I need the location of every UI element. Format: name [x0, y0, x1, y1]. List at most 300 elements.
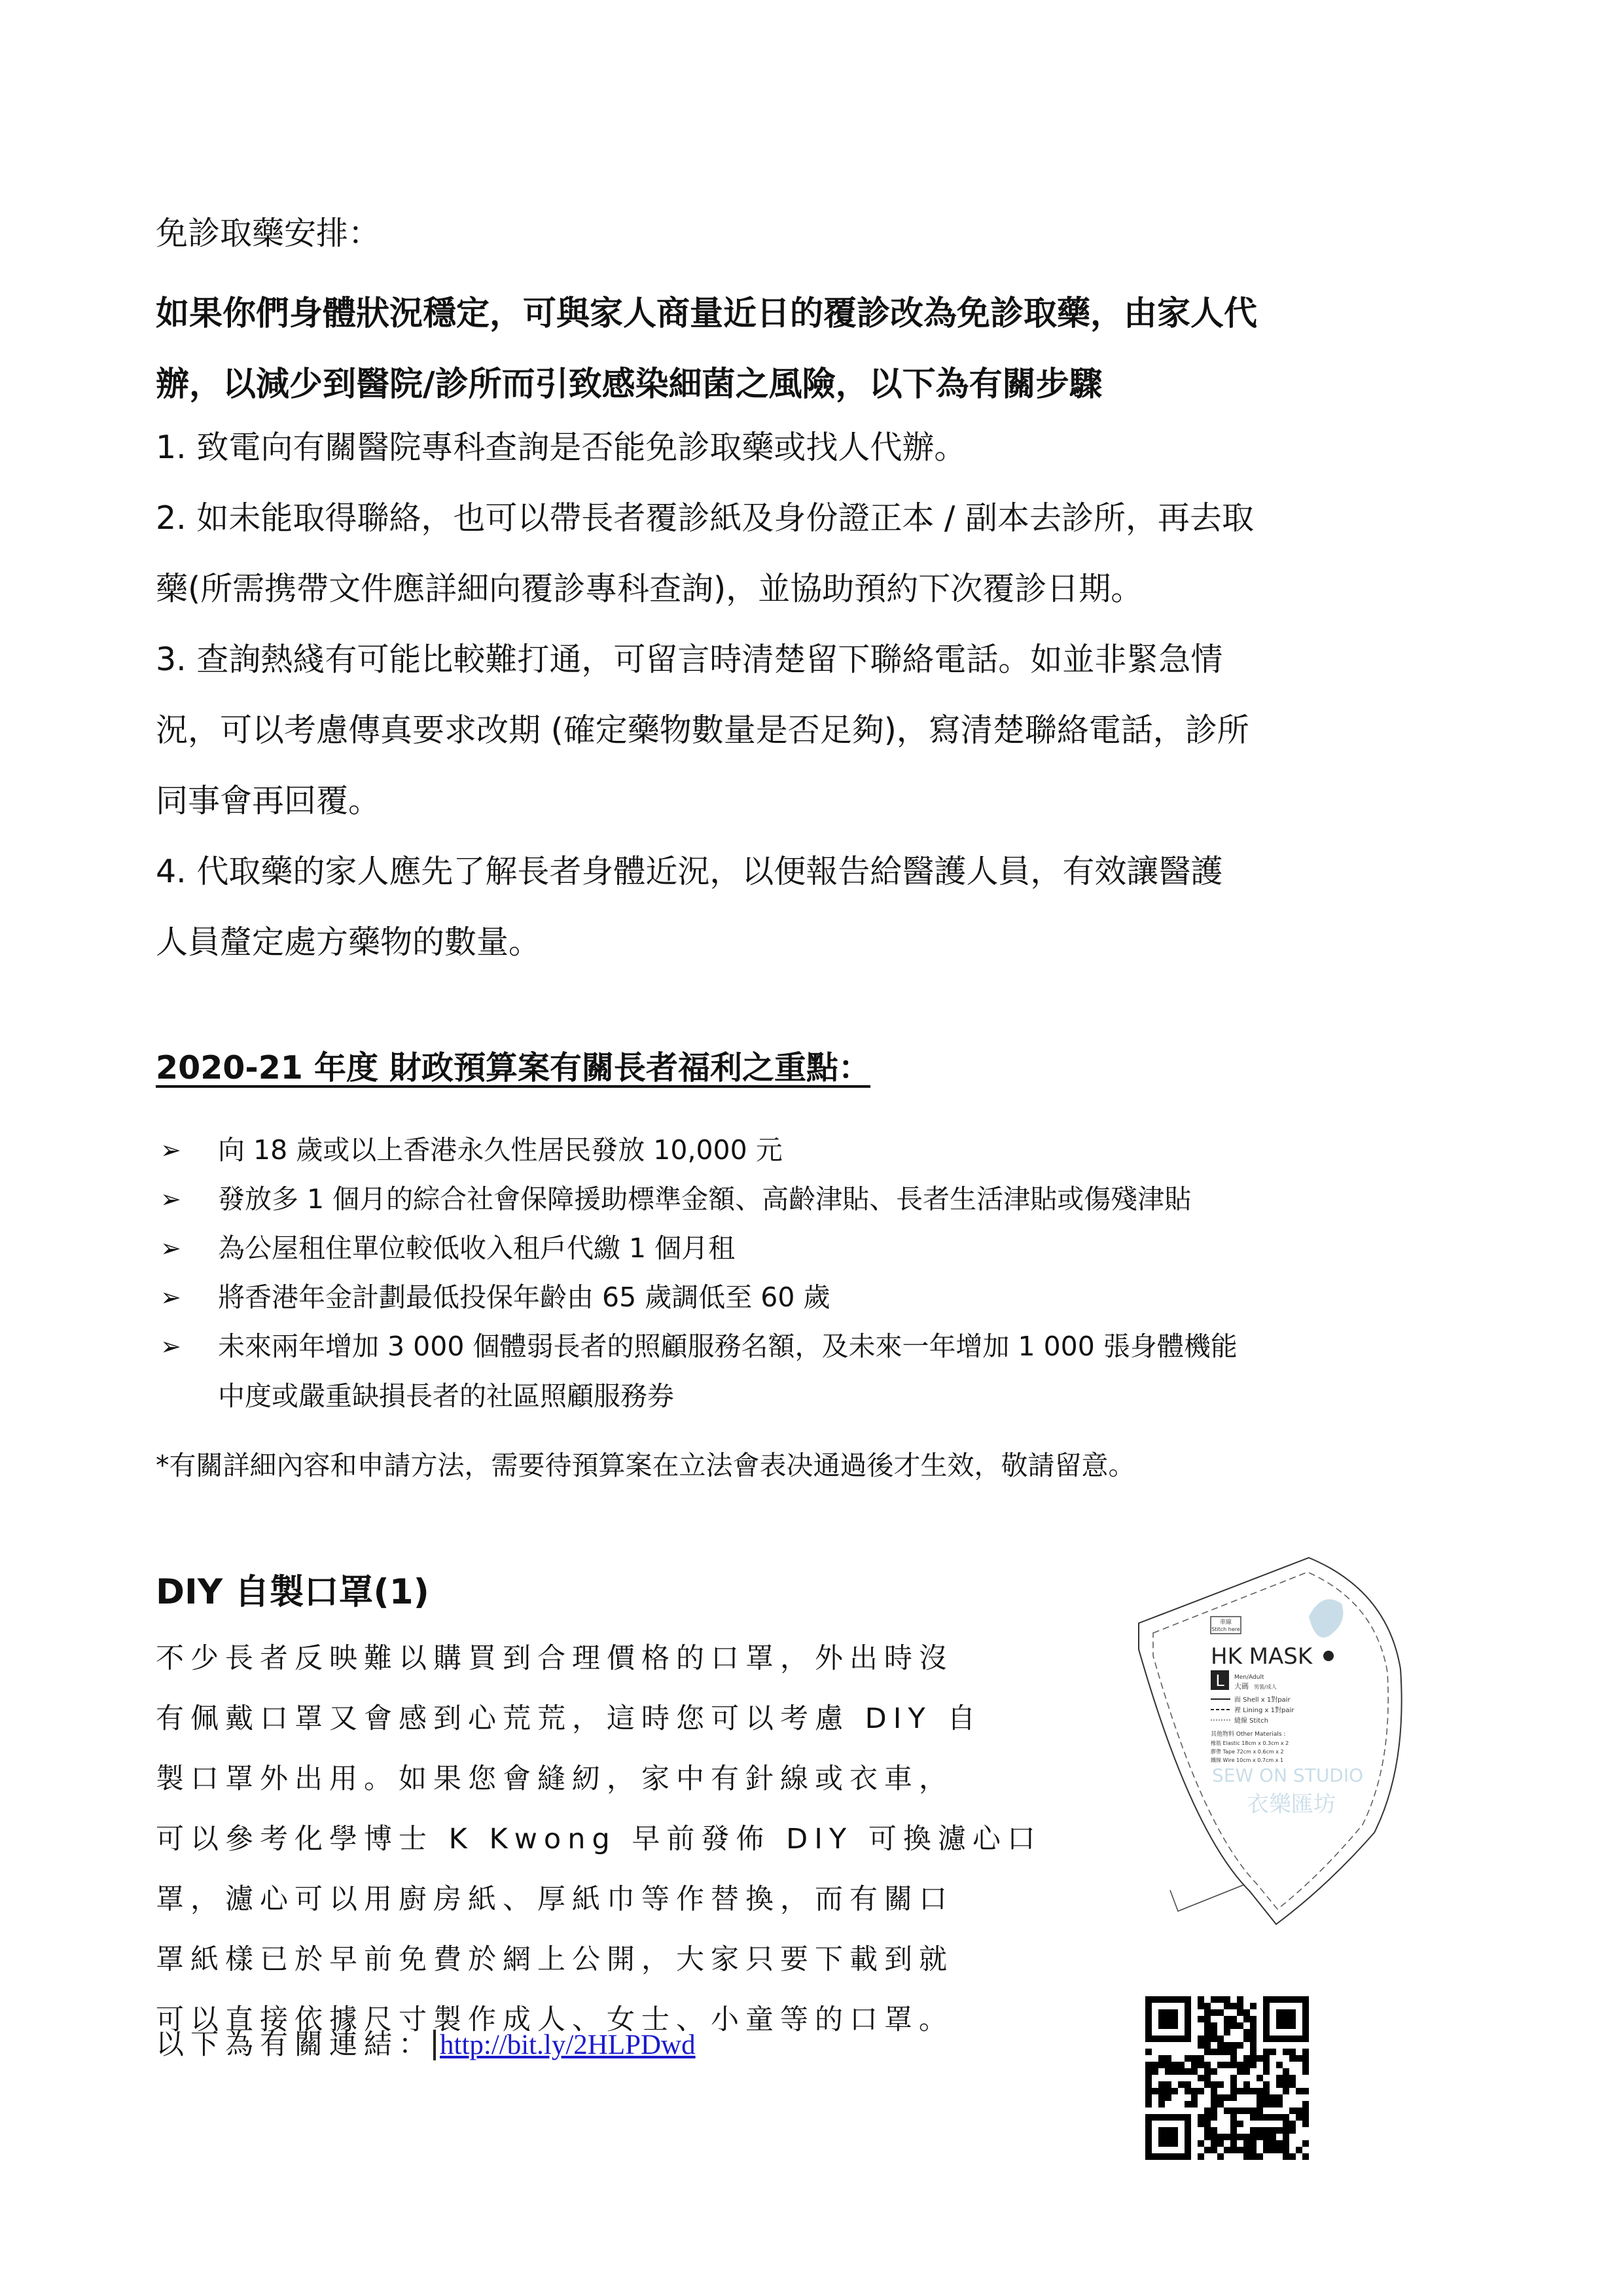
qr-module	[1204, 2127, 1211, 2134]
qr-module	[1145, 2049, 1152, 2055]
size-zh-sub: 男裝/成人	[1254, 1684, 1277, 1690]
qr-module	[1250, 2127, 1257, 2134]
qr-module	[1276, 2147, 1283, 2153]
qr-module	[1263, 2068, 1270, 2075]
qr-module	[1283, 2114, 1289, 2121]
step-3	[156, 624, 1465, 836]
qr-module	[1296, 2147, 1302, 2153]
qr-module	[1263, 2140, 1270, 2147]
qr-module	[1302, 2068, 1309, 2075]
qr-module	[1211, 2081, 1217, 2088]
qr-module	[1198, 2055, 1204, 2062]
qr-module	[1302, 2101, 1309, 2108]
step-1-line-1: 1. 致電向有關醫院專科查詢是否能免診取藥或找人代辦。	[156, 429, 967, 466]
qr-module	[1263, 2094, 1270, 2101]
qr-module	[1289, 2127, 1296, 2134]
qr-module	[1171, 2068, 1178, 2075]
qr-module	[1204, 2049, 1211, 2055]
qr-module	[1243, 2153, 1250, 2160]
qr-module	[1243, 2062, 1250, 2068]
paragraph-line: 不少長者反映難以購買到合理價格的口罩，外出時沒	[156, 1642, 954, 1675]
qr-module	[1283, 2147, 1289, 2153]
qr-module	[1257, 2075, 1263, 2081]
qr-module	[1171, 2088, 1178, 2094]
qr-module	[1158, 2094, 1165, 2101]
bullet-text: 發放多 1 個月的綜合社會保障援助標準金額、高齡津貼、長者生活津貼或傷殘津貼	[218, 1183, 1192, 1215]
qr-module	[1302, 2114, 1309, 2121]
qr-module	[1217, 2081, 1224, 2088]
qr-module	[1204, 2036, 1211, 2042]
qr-module	[1237, 2003, 1243, 2009]
qr-module	[1237, 2147, 1243, 2153]
qr-module	[1178, 2081, 1185, 2088]
qr-module	[1270, 2140, 1276, 2147]
qr-module	[1211, 2127, 1217, 2134]
qr-module	[1237, 2121, 1243, 2127]
qr-module	[1243, 2147, 1250, 2153]
tab-line	[1170, 1885, 1243, 1911]
qr-module	[1224, 2147, 1230, 2153]
qr-module	[1270, 2147, 1276, 2153]
bullet-continuation: 中度或嚴重缺損長者的社區照顧服務券	[218, 1380, 674, 1412]
qr-module	[1217, 1996, 1224, 2003]
qr-module	[1230, 2042, 1237, 2049]
qr-module	[1250, 2036, 1257, 2042]
qr-module	[1185, 2101, 1191, 2108]
qr-module	[1224, 1996, 1230, 2003]
step-3-line-3: 同事會再回覆。	[156, 782, 381, 819]
qr-module	[1243, 2029, 1250, 2036]
qr-module	[1302, 2062, 1309, 2068]
qr-module	[1289, 2049, 1296, 2055]
pattern-brand: HK MASK	[1211, 1643, 1313, 1670]
qr-module	[1283, 2049, 1289, 2055]
qr-module	[1224, 2094, 1230, 2101]
qr-module	[1296, 2088, 1302, 2094]
qr-module	[1158, 2101, 1165, 2108]
qr-module	[1237, 2009, 1243, 2016]
qr-module	[1250, 2108, 1257, 2114]
qr-code-icon[interactable]	[1145, 1996, 1309, 2160]
qr-module	[1250, 2147, 1257, 2153]
qr-module	[1204, 2062, 1211, 2068]
qr-module	[1198, 2114, 1204, 2121]
step-4-line-2: 人員釐定處方藥物的數量。	[156, 924, 541, 961]
qr-module	[1165, 2055, 1171, 2062]
qr-module	[1158, 2088, 1165, 2094]
qr-module	[1211, 2022, 1217, 2029]
qr-module	[1165, 2094, 1171, 2101]
qr-module	[1230, 2140, 1237, 2147]
qr-module	[1257, 2055, 1263, 2062]
arrow-bullet-icon: ➢	[160, 1136, 181, 1164]
qr-module	[1250, 2088, 1257, 2094]
stitch-tag-en: Stitch here	[1211, 1626, 1240, 1632]
qr-module	[1145, 2094, 1152, 2101]
qr-module	[1263, 2049, 1270, 2055]
qr-module	[1283, 2081, 1289, 2088]
qr-module	[1237, 2022, 1243, 2029]
material-item: 膠帶 Tape 72cm x 0.6cm x 2	[1211, 1749, 1284, 1755]
qr-module	[1230, 2147, 1237, 2153]
qr-module	[1230, 2075, 1237, 2081]
qr-module	[1270, 2094, 1276, 2101]
watermark-zh: 衣樂匯坊	[1247, 1791, 1336, 1818]
qr-module	[1283, 2134, 1289, 2140]
qr-module	[1302, 2088, 1309, 2094]
legend-shell: 面 Shell x 1對pair	[1234, 1696, 1291, 1704]
arrow-bullet-icon: ➢	[160, 1185, 181, 1213]
qr-module	[1198, 2003, 1204, 2009]
watermark-bird-icon	[1309, 1599, 1344, 1638]
qr-module	[1230, 2088, 1237, 2094]
qr-module	[1263, 2062, 1270, 2068]
qr-module	[1257, 2101, 1263, 2108]
qr-module	[1165, 2062, 1171, 2068]
paragraph-line: 可以直接依據尺寸製作成人、女士、小童等的口罩。	[156, 2003, 954, 2036]
qr-finder-module	[1158, 2127, 1178, 2147]
qr-module	[1211, 2114, 1217, 2121]
qr-module	[1250, 2153, 1257, 2160]
qr-module	[1257, 2108, 1263, 2114]
paragraph-line: 有佩戴口罩又會感到心荒荒，這時您可以考慮 DIY 自	[156, 1702, 982, 1735]
qr-module	[1211, 2094, 1217, 2101]
qr-module	[1237, 2108, 1243, 2114]
qr-module	[1243, 2036, 1250, 2042]
qr-module	[1198, 2036, 1204, 2042]
qr-module	[1217, 2042, 1224, 2049]
qr-module	[1237, 2062, 1243, 2068]
brand-dot-icon	[1323, 1651, 1334, 1661]
other-materials-title: 其他物料 Other Materials :	[1211, 1731, 1286, 1738]
qr-module	[1243, 2009, 1250, 2016]
step-3-line-2: 況，可以考慮傳真要求改期 (確定藥物數量是否足夠)，寫清楚聯絡電話，診所	[156, 711, 1249, 749]
qr-module	[1289, 2108, 1296, 2114]
qr-module	[1289, 2153, 1296, 2160]
qr-module	[1178, 2068, 1185, 2075]
qr-module	[1158, 2062, 1165, 2068]
qr-module	[1224, 2016, 1230, 2022]
qr-module	[1204, 2075, 1211, 2081]
qr-module	[1243, 2108, 1250, 2114]
qr-module	[1152, 2068, 1158, 2075]
qr-module	[1191, 2062, 1198, 2068]
watermark-en: SEW ON STUDIO	[1212, 1765, 1364, 1786]
qr-module	[1211, 2147, 1217, 2153]
qr-module	[1152, 2062, 1158, 2068]
qr-module	[1250, 2114, 1257, 2121]
qr-module	[1270, 2127, 1276, 2134]
qr-module	[1145, 2068, 1152, 2075]
qr-module	[1217, 2134, 1224, 2140]
qr-module	[1283, 2088, 1289, 2094]
qr-module	[1302, 2121, 1309, 2127]
link-label: 以下為有關連結：	[156, 2028, 433, 2061]
qr-module	[1211, 1996, 1217, 2003]
qr-module	[1158, 2081, 1165, 2088]
qr-module	[1283, 2127, 1289, 2134]
qr-module	[1145, 2101, 1152, 2108]
qr-module	[1230, 2016, 1237, 2022]
qr-module	[1237, 2088, 1243, 2094]
qr-module	[1165, 2081, 1171, 2088]
qr-module	[1250, 2140, 1257, 2147]
qr-module	[1191, 2101, 1198, 2108]
qr-module	[1237, 2042, 1243, 2049]
qr-module	[1302, 2055, 1309, 2062]
qr-module	[1276, 2094, 1283, 2101]
qr-module	[1211, 2068, 1217, 2075]
qr-module	[1217, 2049, 1224, 2055]
qr-module	[1302, 2108, 1309, 2114]
material-item: 橡筋 Elastic 18cm x 0.3cm x 2	[1211, 1740, 1289, 1746]
arrow-bullet-icon: ➢	[160, 1234, 181, 1263]
qr-module	[1243, 2016, 1250, 2022]
qr-module	[1250, 2029, 1257, 2036]
qr-module	[1211, 2029, 1217, 2036]
qr-module	[1158, 2055, 1165, 2062]
qr-module	[1191, 2068, 1198, 2075]
qr-module	[1230, 2108, 1237, 2114]
qr-module	[1211, 2140, 1217, 2147]
qr-module	[1289, 2075, 1296, 2081]
qr-module	[1263, 2101, 1270, 2108]
qr-module	[1250, 2062, 1257, 2068]
qr-module	[1217, 2101, 1224, 2108]
qr-module	[1198, 2016, 1204, 2022]
qr-module	[1198, 2075, 1204, 2081]
qr-module	[1204, 2081, 1211, 2088]
qr-module	[1270, 2049, 1276, 2055]
qr-module	[1211, 2036, 1217, 2042]
qr-module	[1276, 2081, 1283, 2088]
bullet-text: 未來兩年增加 3 000 個體弱長者的照顧服務名額，及未來一年增加 1 000 張身體機能	[218, 1331, 1238, 1362]
qr-module	[1243, 2055, 1250, 2062]
qr-module	[1230, 2081, 1237, 2088]
qr-module	[1276, 2127, 1283, 2134]
qr-module	[1250, 2003, 1257, 2009]
qr-module	[1204, 2121, 1211, 2127]
qr-module	[1296, 2055, 1302, 2062]
qr-module	[1263, 2114, 1270, 2121]
paragraph-line: 可以參考化學博士 K Kwong 早前發佈 DIY 可換濾心口	[156, 1823, 1042, 1856]
qr-module	[1191, 2094, 1198, 2101]
qr-module	[1250, 2049, 1257, 2055]
qr-module	[1204, 2134, 1211, 2140]
paragraph-line: 罩紙樣已於早前免費於網上公開，大家只要下載到就	[156, 1943, 954, 1976]
qr-module	[1224, 2134, 1230, 2140]
qr-finder-module	[1276, 2009, 1296, 2029]
qr-module	[1283, 2121, 1289, 2127]
qr-module	[1217, 2009, 1224, 2016]
paragraph-line: 製口罩外出用。如果您會縫紉，家中有針線或衣車，	[156, 1763, 954, 1795]
diy-mask-paragraph	[156, 1628, 1052, 2050]
qr-module	[1204, 2068, 1211, 2075]
qr-module	[1224, 2042, 1230, 2049]
qr-module	[1204, 2114, 1211, 2121]
step-1	[156, 412, 1465, 483]
qr-module	[1237, 2068, 1243, 2075]
mask-pattern-image	[1113, 1518, 1427, 1937]
qr-module	[1198, 2140, 1204, 2147]
budget-heading: 2020-21 年度 財政預算案有關長者福利之重點：	[156, 1049, 871, 1086]
qr-module	[1270, 2134, 1276, 2140]
qr-module	[1263, 2081, 1270, 2088]
step-3-line-1: 3. 查詢熱綫有可能比較難打通，可留言時清楚留下聯絡電話。如並非緊急情	[156, 641, 1223, 678]
qr-module	[1289, 2055, 1296, 2062]
qr-module	[1145, 2075, 1152, 2081]
qr-module	[1276, 2062, 1283, 2068]
size-zh: 大碼	[1234, 1682, 1249, 1691]
budget-note: *有關詳細內容和申請方法，需要待預算案在立法會表决通過後才生效，敬請留意。	[156, 1450, 1135, 1481]
qr-module	[1198, 2153, 1204, 2160]
qr-module	[1243, 2134, 1250, 2140]
step-2	[156, 483, 1465, 624]
arrow-bullet-icon: ➢	[160, 1283, 181, 1312]
qr-module	[1211, 2009, 1217, 2016]
legend-stitch: 縫線 Stitch	[1234, 1717, 1268, 1725]
qr-module	[1276, 2101, 1283, 2108]
qr-module	[1217, 2062, 1224, 2068]
qr-module	[1296, 2114, 1302, 2121]
qr-module	[1243, 2068, 1250, 2075]
diy-mask-heading: DIY 自製口罩(1)	[156, 1572, 429, 1612]
arrangement-heading: 免診取藥安排：	[156, 215, 381, 252]
qr-module	[1270, 2114, 1276, 2121]
qr-module	[1198, 2121, 1204, 2127]
qr-module	[1204, 2108, 1211, 2114]
qr-module	[1204, 2016, 1211, 2022]
qr-module	[1289, 2081, 1296, 2088]
qr-module	[1204, 2003, 1211, 2009]
qr-module	[1224, 2062, 1230, 2068]
qr-module	[1145, 2088, 1152, 2094]
step-2-line-2: 藥(所需携帶文件應詳細向覆診專科查詢)，並協助預約下次覆診日期。	[156, 570, 1143, 607]
qr-module	[1185, 2068, 1191, 2075]
qr-module	[1250, 2016, 1257, 2022]
qr-module	[1198, 2042, 1204, 2049]
qr-module	[1145, 2062, 1152, 2068]
qr-module	[1283, 2153, 1289, 2160]
qr-module	[1250, 2022, 1257, 2029]
qr-module	[1211, 2108, 1217, 2114]
qr-module	[1230, 2003, 1237, 2009]
qr-module	[1257, 2134, 1263, 2140]
material-item: 鐵線 Wire 10cm x 0.7cm x 1	[1211, 1757, 1284, 1763]
qr-module	[1198, 1996, 1204, 2003]
qr-module	[1243, 2088, 1250, 2094]
size-en: Men/Adult	[1234, 1674, 1264, 1681]
stitch-tag: 車線	[1219, 1619, 1232, 1626]
qr-module	[1276, 2140, 1283, 2147]
qr-module	[1257, 2127, 1263, 2134]
bullet-text: 向 18 歲或以上香港永久性居民發放 10,000 元	[218, 1134, 783, 1166]
qr-module	[1263, 2088, 1270, 2094]
qr-module	[1152, 2088, 1158, 2094]
qr-module	[1204, 2009, 1211, 2016]
qr-module	[1191, 2088, 1198, 2094]
qr-module	[1230, 2134, 1237, 2140]
qr-module	[1224, 2108, 1230, 2114]
size-letter: L	[1215, 1672, 1224, 1690]
qr-module	[1250, 2134, 1257, 2140]
intro-line-2: 辦，以減少到醫院/診所而引致感染細菌之風險，以下為有關步驟	[156, 365, 1103, 404]
qr-module	[1217, 2153, 1224, 2160]
qr-module	[1243, 2081, 1250, 2088]
qr-module	[1204, 2029, 1211, 2036]
qr-module	[1243, 2140, 1250, 2147]
qr-module	[1302, 2153, 1309, 2160]
step-2-line-1: 2. 如未能取得聯絡，也可以帶長者覆診紙及身份證正本 / 副本去診所，再去取	[156, 499, 1254, 537]
qr-module	[1211, 2088, 1217, 2094]
qr-module	[1289, 2121, 1296, 2127]
qr-module	[1263, 2134, 1270, 2140]
qr-module	[1257, 2114, 1263, 2121]
qr-finder-module	[1158, 2009, 1178, 2029]
qr-module	[1224, 2049, 1230, 2055]
qr-module	[1165, 2068, 1171, 2075]
qr-module	[1276, 2075, 1283, 2081]
qr-module	[1224, 2003, 1230, 2009]
qr-module	[1263, 2055, 1270, 2062]
qr-module	[1230, 2062, 1237, 2068]
qr-module	[1276, 2114, 1283, 2121]
qr-module	[1198, 2088, 1204, 2094]
qr-module	[1263, 2127, 1270, 2134]
qr-module	[1185, 2088, 1191, 2094]
qr-module	[1217, 2036, 1224, 2042]
arrow-bullet-icon: ➢	[160, 1332, 181, 1361]
qr-module	[1237, 2134, 1243, 2140]
legend-lining: 裡 Lining x 1對pair	[1234, 1707, 1294, 1714]
qr-module	[1171, 2062, 1178, 2068]
qr-module	[1283, 2075, 1289, 2081]
qr-module	[1224, 2022, 1230, 2029]
bullet-text: 為公屋租住單位較低收入租戶代繳 1 個月租	[218, 1232, 736, 1264]
qr-module	[1230, 2114, 1237, 2121]
qr-module	[1211, 2134, 1217, 2140]
qr-module	[1250, 2042, 1257, 2049]
qr-module	[1257, 2153, 1263, 2160]
paragraph-line: 罩，濾心可以用廚房紙、厚紙巾等作替換，而有關口	[156, 1883, 954, 1916]
qr-module	[1230, 2022, 1237, 2029]
qr-module	[1270, 2101, 1276, 2108]
link-row	[156, 2022, 696, 2062]
step-4-line-1: 4. 代取藥的家人應先了解長者身體近況，以便報告給醫護人員，有效讓醫護	[156, 853, 1223, 890]
qr-module	[1191, 2055, 1198, 2062]
qr-module	[1230, 2121, 1237, 2127]
qr-module	[1145, 2081, 1152, 2088]
qr-module	[1198, 2062, 1204, 2068]
qr-module	[1283, 2068, 1289, 2075]
qr-module	[1230, 2055, 1237, 2062]
bullet-text: 將香港年金計劃最低投保年齡由 65 歲調低至 60 歲	[218, 1282, 830, 1313]
qr-module	[1237, 1996, 1243, 2003]
qr-module	[1230, 2094, 1237, 2101]
qr-module	[1165, 2088, 1171, 2094]
step-4	[156, 836, 1465, 978]
qr-module	[1257, 2088, 1263, 2094]
qr-module	[1224, 2029, 1230, 2036]
qr-module	[1217, 2140, 1224, 2147]
qr-module	[1178, 2062, 1185, 2068]
qr-module	[1211, 2101, 1217, 2108]
bitly-link[interactable]: http://bit.ly/2HLPDwd	[433, 2030, 696, 2060]
qr-module	[1263, 2147, 1270, 2153]
qr-module	[1283, 2140, 1289, 2147]
qr-module	[1257, 2094, 1263, 2101]
qr-module	[1217, 2094, 1224, 2101]
